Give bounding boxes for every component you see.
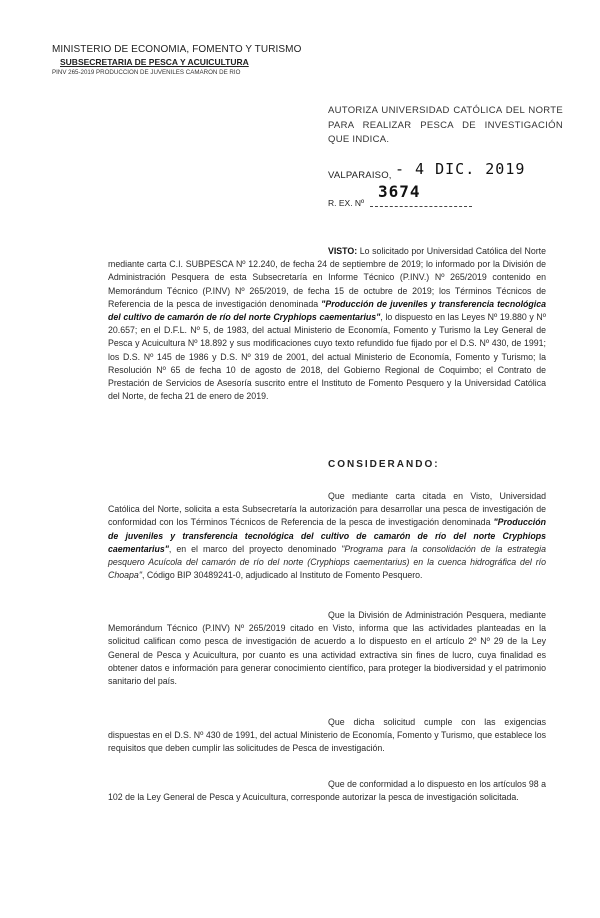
visto-text-1: Lo solicitado por Universidad Católica del Norte mediante carta C.I. SUBPESCA Nº 12.240, de fecha 24 de septiembre de 2019; lo informado por la División de Administración Pesquera de esta Subsecretaría en Informe Técnico (P.INV.) Nº 265/2019 contenido en Memorándum Técnico (P.INV) Nº 265/2019, de fecha 15 de octubre de 2019; los Términos Técnicos de Referencia de la pesca de investigación denominada (108, 246, 546, 309)
ministry-name: MINISTERIO DE ECONOMIA, FOMENTO Y TURISMO (52, 44, 302, 55)
p1-text-c: , Código BIP 30489241-0, adjudicado al Instituto de Fomento Pesquero. (141, 570, 423, 581)
letterhead (52, 43, 302, 78)
p2-text: Que la División de Administración Pesquera, mediante Memorándum Técnico (P.INV) Nº 265/2019 citado en Visto, informa que las actividades planteadas en la solicitud califican como pesca de investigación de acuerdo a lo dispuesto en el artículo 2º Nº 29 de la Ley General de Pesca y Acuicultura, por cuanto es una actividad extractiva sin fines de lucro, cuya finalidad es obtener datos e información para generar conocimiento científico, para proteger la biodiversidad y el patrimonio sanitario del país. (108, 610, 546, 687)
date-stamp: - 4 DIC. 2019 (395, 160, 526, 178)
considerando-paragraph-1 (108, 490, 546, 582)
visto-project-title: "Producción de juveniles y transferencia tecnológica del cultivo de camarón de río del norte Cryphiops caementarius" (108, 298, 546, 323)
p1-project-title: "Producción de juveniles y transferencia tecnológica del cultivo de camarón de río del norte Cryphiops caementarius" (108, 517, 546, 554)
resolution-number-label: R. EX. Nº (328, 198, 365, 208)
resolution-number: 3674 (378, 182, 421, 201)
file-reference: PINV 265-2019 PRODUCCION DE JUVENILES CAMARON DE RIO (52, 69, 241, 76)
resolution-subject: AUTORIZA UNIVERSIDAD CATÓLICA DEL NORTE PARA REALIZAR PESCA DE INVESTIGACIÓN QUE INDICA. (328, 105, 563, 145)
p3-text: Que dicha solicitud cumple con las exigencias dispuestas en el D.S. Nº 430 de 1991, del actual Ministerio de Economía, Fomento y Turismo, que establece los requisitos que deben cumplir las solicitudes de Pesca de investigación. (108, 717, 546, 754)
visto-paragraph (108, 245, 546, 403)
considerando-paragraph-2 (108, 609, 546, 688)
place-label: VALPARAISO, (328, 170, 392, 181)
p1-text-b: , en el marco del proyecto denominado (168, 543, 342, 554)
visto-label: VISTO: (328, 246, 358, 256)
undersecretariat-name: SUBSECRETARIA DE PESCA Y ACUICULTURA (60, 57, 249, 67)
considerando-paragraph-3 (108, 716, 546, 756)
p1-text-a: Que mediante carta citada en Visto, Universidad Católica del Norte, solicita a esta Subsecretaría la autorización para desarrollar una pesca de investigación de conformidad con los Términos Técnicos de Referencia de la pesca de investigación denominada (108, 491, 546, 528)
considerando-heading: CONSIDERANDO: (328, 459, 440, 470)
resolution-number-line (370, 206, 472, 207)
considerando-paragraph-4 (108, 778, 546, 804)
p1-program-name: "Programa para la consolidación de la estrategia pesquero Acuícola del camarón de río del norte (Cryphiops caementarius) en la cuenca hidrográfica del río Choapa" (108, 543, 547, 581)
p4-text: Que de conformidad a lo dispuesto en los artículos 98 a 102 de la Ley General de Pesca y Acuicultura, corresponde autorizar la pesca de investigación solicitada. (108, 779, 546, 803)
visto-text-2: , lo dispuesto en las Leyes Nº 19.880 y Nº 20.657; en el D.F.L. Nº 5, de 1983, del actual Ministerio de Economía, Fomento y Turismo la Ley General de Pesca y Acuicultura Nº 18.892 y sus modificaciones cuyo texto refundido fue fijado por el D.S. Nº 430, de 1991; los D.S. Nº 145 de 1986 y D.S. Nº 319 de 2001, del actual Ministerio de Economía, Fomento y Turismo; la Resolución Nº 65 de fecha 10 de agosto de 2018, del Gobierno Regional de Coquimbo; el Contrato de Prestación de Servicios de Asesoría suscrito entre el Instituto de Fomento Pesquero y la Universidad Católica del Norte, de fecha 21 de enero de 2019. (108, 312, 547, 402)
